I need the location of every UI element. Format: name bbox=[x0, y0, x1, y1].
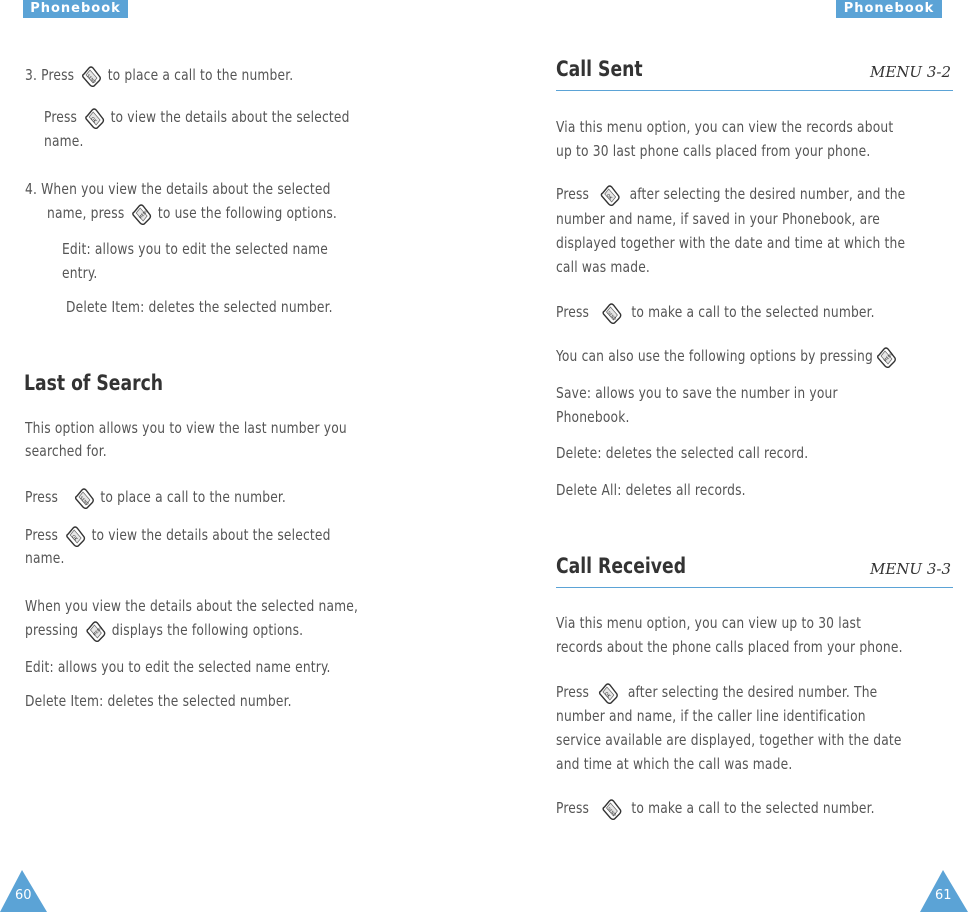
ls-press-send bbox=[25, 485, 286, 509]
step-3a bbox=[25, 63, 293, 87]
cs-press-ok-line3: displayed together with the date and time at which the bbox=[556, 234, 906, 252]
cs-also bbox=[556, 344, 896, 368]
heading-last-of-search: Last of Search bbox=[24, 371, 164, 395]
svg-text:SEND: SEND bbox=[86, 72, 98, 84]
svg-text:MENU: MENU bbox=[882, 350, 895, 363]
send-key-icon bbox=[80, 65, 102, 87]
ls-desc-line2: searched for. bbox=[25, 442, 107, 460]
heading-rule bbox=[556, 587, 953, 588]
cr-press-send-post: to make a call to the selected number. bbox=[631, 799, 875, 817]
ls-press-ok bbox=[25, 523, 331, 547]
ls-press-ok-post: to view the details about the selected bbox=[91, 526, 331, 544]
heading-call-sent: Call Sent bbox=[556, 57, 643, 81]
step-4-line2 bbox=[47, 201, 337, 225]
cs-press-ok bbox=[556, 182, 905, 206]
ls-when-post: displays the following options. bbox=[111, 621, 304, 639]
cr-press-send bbox=[556, 796, 875, 820]
svg-text:SEND: SEND bbox=[606, 805, 618, 817]
ok-key-icon bbox=[598, 184, 620, 206]
svg-text:SEND: SEND bbox=[606, 309, 618, 321]
step-3b-post: to view the details about the selected bbox=[110, 108, 350, 126]
page-number-right: 61 bbox=[935, 888, 952, 903]
ok-key-icon bbox=[83, 107, 105, 129]
cr-desc-line2: records about the phone calls placed from your phone. bbox=[556, 638, 903, 656]
ls-option-edit: Edit: allows you to edit the selected name entry. bbox=[25, 658, 331, 676]
svg-text:OK: OK bbox=[602, 691, 611, 700]
menu-code-call-sent: MENU 3-2 bbox=[870, 63, 951, 81]
cr-press-ok-line4: and time at which the call was made. bbox=[556, 755, 793, 773]
svg-text:MENU: MENU bbox=[137, 207, 150, 220]
step-3a-post: to place a call to the number. bbox=[107, 66, 294, 84]
menu-key-icon bbox=[84, 620, 106, 642]
ls-when-line1: When you view the details about the selected name, bbox=[25, 597, 359, 615]
cs-press-ok-line2: number and name, if saved in your Phonebook, are bbox=[556, 210, 880, 228]
cr-press-ok-pre: Press bbox=[556, 683, 590, 701]
cs-desc-line1: Via this menu option, you can view the records about bbox=[556, 118, 894, 136]
cs-option-save-line1: Save: allows you to save the number in your bbox=[556, 384, 838, 402]
ok-key-icon bbox=[597, 682, 619, 704]
option-edit-line2: entry. bbox=[62, 264, 98, 282]
svg-text:MENU: MENU bbox=[91, 624, 104, 637]
cs-option-save-line2: Phonebook. bbox=[556, 408, 630, 426]
cr-press-ok-line2: number and name, if the caller line identification bbox=[556, 707, 866, 725]
cr-press-ok-post: after selecting the desired number. The bbox=[627, 683, 878, 701]
heading-rule bbox=[556, 90, 953, 91]
header-tab-left: Phonebook bbox=[23, 0, 128, 18]
cs-desc-line2: up to 30 last phone calls placed from your phone. bbox=[556, 142, 871, 160]
cr-press-ok-line3: service available are displayed, together with the date bbox=[556, 731, 902, 749]
step-4-pre: name, press bbox=[47, 204, 125, 222]
header-tab-right: Phonebook bbox=[836, 0, 942, 18]
cs-option-delete-all: Delete All: deletes all records. bbox=[556, 481, 746, 499]
svg-text:OK: OK bbox=[69, 534, 78, 543]
menu-key-icon bbox=[875, 346, 897, 368]
heading-call-received: Call Received bbox=[556, 554, 687, 578]
cs-press-send bbox=[556, 300, 875, 324]
ls-press-ok-line2: name. bbox=[25, 549, 65, 567]
svg-text:OK: OK bbox=[88, 116, 97, 125]
cs-press-send-pre: Press bbox=[556, 303, 590, 321]
menu-key-icon bbox=[130, 203, 152, 225]
step-3b bbox=[44, 105, 350, 129]
ls-desc-line1: This option allows you to view the last number you bbox=[25, 419, 347, 437]
send-key-icon bbox=[73, 487, 95, 509]
page-number-left: 60 bbox=[15, 888, 32, 903]
svg-text:OK: OK bbox=[604, 193, 613, 202]
ls-option-delete: Delete Item: deletes the selected number. bbox=[25, 692, 292, 710]
step-3b-line2: name. bbox=[44, 132, 84, 150]
cs-press-ok-pre: Press bbox=[556, 185, 590, 203]
ls-press-send-pre: Press bbox=[25, 488, 59, 506]
send-key-icon bbox=[600, 798, 622, 820]
ok-key-icon bbox=[64, 525, 86, 547]
step-4-line1: 4. When you view the details about the selected bbox=[25, 180, 331, 198]
cs-press-ok-line4: call was made. bbox=[556, 258, 651, 276]
cs-press-send-post: to make a call to the selected number. bbox=[631, 303, 875, 321]
svg-text:SEND: SEND bbox=[78, 494, 90, 506]
step-4-post: to use the following options. bbox=[157, 204, 337, 222]
send-key-icon bbox=[600, 302, 622, 324]
step-3a-pre: 3. Press bbox=[25, 66, 75, 84]
menu-code-call-received: MENU 3-3 bbox=[870, 560, 951, 578]
cr-press-ok bbox=[556, 680, 877, 704]
option-delete-item: Delete Item: deletes the selected number. bbox=[66, 298, 333, 316]
ls-press-send-post: to place a call to the number. bbox=[100, 488, 286, 506]
cs-option-delete: Delete: deletes the selected call record. bbox=[556, 444, 809, 462]
ls-when-pre: pressing bbox=[25, 621, 79, 639]
cs-also-text: You can also use the following options by pressing bbox=[556, 347, 873, 365]
step-3b-pre: Press bbox=[44, 108, 78, 126]
cr-press-send-pre: Press bbox=[556, 799, 590, 817]
ls-press-ok-pre: Press bbox=[25, 526, 59, 544]
ls-when-line2 bbox=[25, 618, 303, 642]
option-edit-line1: Edit: allows you to edit the selected name bbox=[62, 240, 329, 258]
cr-desc-line1: Via this menu option, you can view up to 30 last bbox=[556, 614, 862, 632]
cs-press-ok-post: after selecting the desired number, and the bbox=[629, 185, 906, 203]
